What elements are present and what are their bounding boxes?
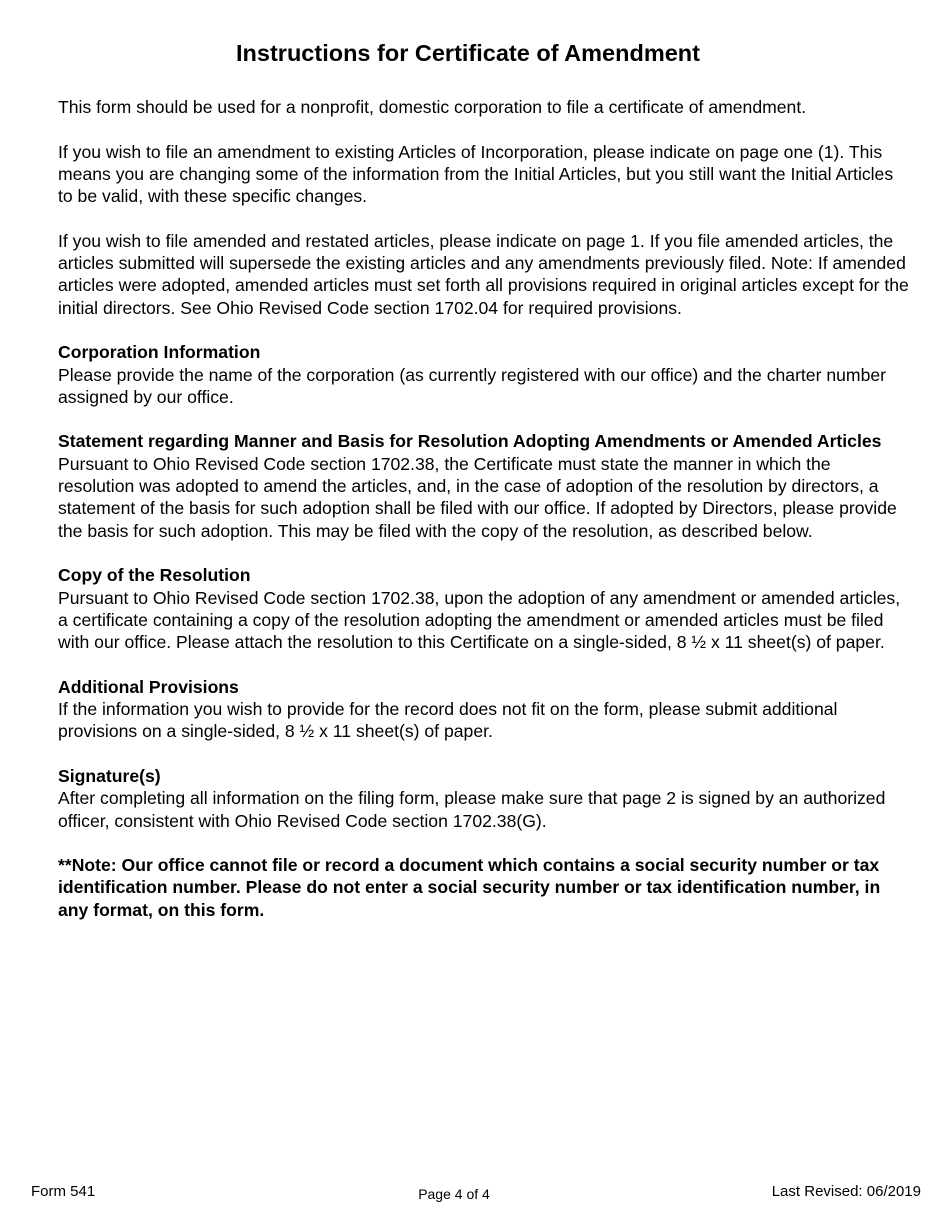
form-number: Form 541 [31, 1183, 96, 1200]
amendment-paragraph: If you wish to file an amendment to existing Articles of Incorporation, please indicate on page one (1). This means you are changing some of the information from the Initial Articles, but you still want the Initial Articles to be valid, with these specific changes. [58, 141, 894, 207]
section-heading: Corporation Information [58, 342, 261, 363]
section-heading: Additional Provisions [58, 676, 239, 697]
section-heading: Statement regarding Manner and Basis for Resolution Adopting Amendments or Amended Articles [58, 431, 882, 452]
section-additional-provisions [58, 676, 910, 743]
restated-paragraph: If you wish to file amended and restated articles, please indicate on page 1. If you file amended articles, the articles submitted will supersede the existing articles and any amendments previously filed. Note: If amended articles were adopted, amended articles must set forth all provisions required in original articles except for the initial directors. See Ohio Revised Code section 1702.04 for required provisions. [58, 230, 909, 318]
ssn-note: **Note: Our office cannot file or record a document which contains a social security number or tax identification number. Please do not enter a social security number or tax identification number, in any format, on this form. [58, 855, 881, 920]
section-heading: Signature(s) [58, 765, 161, 786]
section-body: Pursuant to Ohio Revised Code section 1702.38, the Certificate must state the manner in which the resolution was adopted to amend the articles, and, in the case of adoption of the resolution by directors, a statement of the basis for such adoption shall be filed with our office. If adopted by Directors, please provide the basis for such adoption. This may be filed with the copy of the resolution, as described below. [58, 453, 897, 541]
document-body [58, 96, 910, 943]
section-body: Please provide the name of the corporation (as currently registered with our office) and the charter number assigned by our office. [58, 364, 886, 407]
section-manner-and-basis [58, 430, 910, 541]
section-body: Pursuant to Ohio Revised Code section 1702.38, upon the adoption of any amendment or amended articles, a certificate containing a copy of the resolution adopting the amendment or amended articles must be filed with our office. Please attach the resolution to this Certificate on a single-sided, 8 ½ x 11 sheet(s) of paper. [58, 587, 901, 653]
intro-paragraph: This form should be used for a nonprofit, domestic corporation to file a certificate of amendment. [58, 97, 807, 117]
page-title: Instructions for Certificate of Amendment [236, 40, 700, 66]
section-heading: Copy of the Resolution [58, 565, 251, 586]
page-number: Page 4 of 4 [418, 1186, 490, 1202]
section-copy-of-resolution [58, 564, 910, 653]
section-corporation-information [58, 341, 910, 408]
last-revised: Last Revised: 06/2019 [771, 1183, 921, 1200]
section-body: After completing all information on the filing form, please make sure that page 2 is signed by an authorized officer, consistent with Ohio Revised Code section 1702.38(G). [58, 788, 886, 831]
section-signatures [58, 765, 910, 832]
section-body: If the information you wish to provide for the record does not fit on the form, please submit additional provisions on a single-sided, 8 ½ x 11 sheet(s) of paper. [58, 699, 838, 742]
